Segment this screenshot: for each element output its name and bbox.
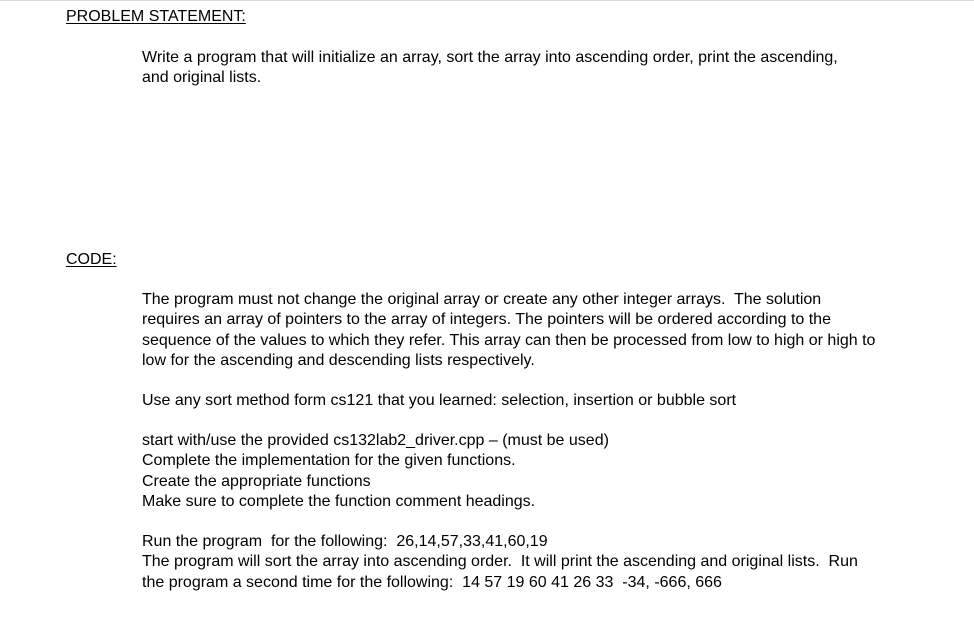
sort-method-paragraph: [142, 391, 972, 411]
problem-statement-paragraph: [142, 48, 972, 89]
text-line: and original lists.: [142, 69, 262, 87]
instructions-paragraph: [142, 431, 972, 513]
text-line: Complete the implementation for the given functions.: [142, 452, 516, 470]
text-line: The program must not change the original array or create any other integer arrays. The solution: [142, 291, 822, 308]
text-line: low for the ascending and descending lists respectively.: [142, 352, 535, 370]
problem-statement-heading: PROBLEM STATEMENT:: [66, 8, 246, 25]
text-line: Create the appropriate functions: [142, 472, 371, 490]
run-instructions-paragraph: [142, 532, 972, 593]
text-line: Make sure to complete the function comment headings.: [142, 493, 536, 511]
code-requirements-paragraph: [142, 290, 972, 372]
text-line: requires an array of pointers to the array of integers. The pointers will be ordered according to the: [142, 311, 831, 329]
text-line: sequence of the values to which they refer. This array can then be processed from low to high or high to: [142, 331, 876, 349]
text-line: Write a program that will initialize an array, sort the array into ascending order, print the ascending,: [142, 49, 838, 66]
top-divider: [0, 0, 974, 1]
text-line: the program a second time for the following: 14 57 19 60 41 26 33 -34, -666, 666: [142, 573, 722, 591]
code-heading: CODE:: [66, 251, 117, 268]
text-line: The program will sort the array into ascending order. It will print the ascending and original lists. Run: [142, 553, 858, 571]
text-line: start with/use the provided cs132lab2_driver.cpp – (must be used): [142, 432, 609, 449]
text-line: Run the program for the following: 26,14,57,33,41,60,19: [142, 533, 548, 550]
text-line: Use any sort method form cs121 that you learned: selection, insertion or bubble sort: [142, 392, 737, 409]
